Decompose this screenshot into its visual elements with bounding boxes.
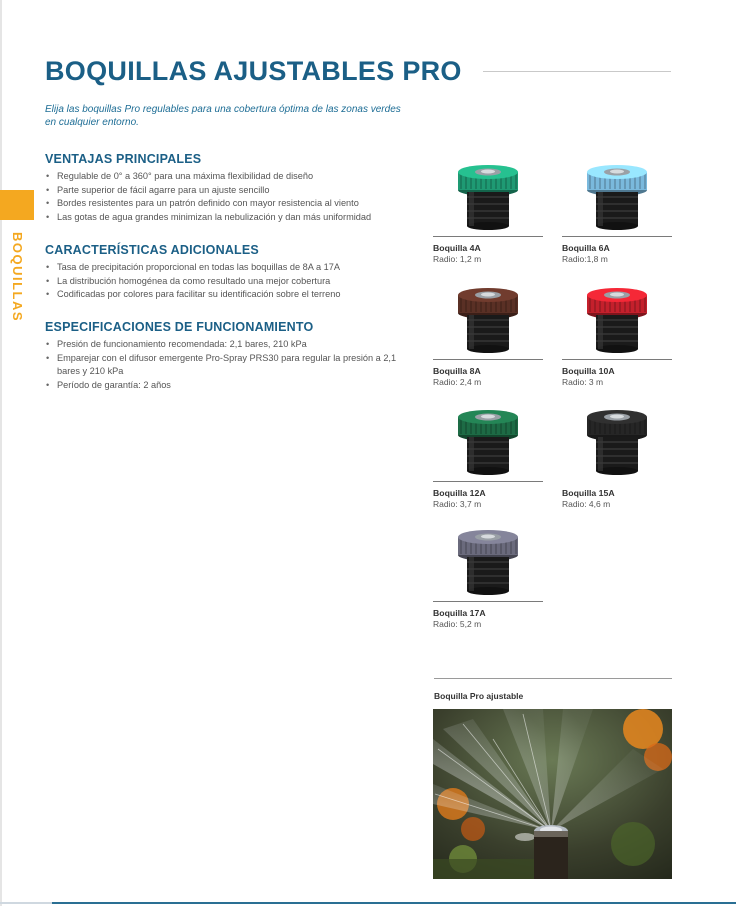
list-item: • Tasa de precipitación proporcional en todas las boquillas de 8A a 17A	[45, 261, 415, 275]
nozzle-radius: Radio: 3 m	[562, 377, 604, 387]
nozzle-card-15a	[562, 403, 672, 509]
nozzle-name: Boquilla 10A	[562, 366, 615, 376]
section-heading: CARACTERÍSTICAS ADICIONALES	[45, 243, 259, 257]
nozzle-name: Boquilla 6A	[562, 243, 610, 253]
sprinkler-photo	[433, 709, 672, 879]
page-title: BOQUILLAS AJUSTABLES PRO	[45, 56, 462, 86]
nozzle-radius: Radio:1,8 m	[562, 254, 608, 264]
list-item: • Bordes resistentes para un patrón definido con mayor resistencia al viento	[45, 197, 415, 211]
nozzle-card-8a	[433, 281, 543, 387]
photo-divider	[434, 678, 672, 679]
nozzle-card-12a	[433, 403, 543, 509]
section-especificaciones	[45, 320, 405, 392]
nozzle-name: Boquilla 4A	[433, 243, 481, 253]
nozzle-8a-image	[433, 281, 543, 357]
page-subtitle: Elija las boquillas Pro regulables para una cobertura óptima de las zonas verdes en cualquier entorno.	[45, 104, 401, 128]
photo-caption: Boquilla Pro ajustable	[434, 691, 524, 701]
section-caracteristicas	[45, 243, 415, 302]
nozzle-radius: Radio: 4,6 m	[562, 499, 611, 509]
list-item: • Parte superior de fácil agarre para un ajuste sencillo	[45, 184, 415, 198]
nozzle-name: Boquilla 12A	[433, 488, 486, 498]
nozzle-name: Boquilla 17A	[433, 608, 486, 618]
page-bottom-rule	[0, 902, 736, 904]
nozzle-name: Boquilla 8A	[433, 366, 481, 376]
nozzle-radius: Radio: 5,2 m	[433, 619, 482, 629]
nozzle-card-4a	[433, 158, 543, 264]
nozzle-radius: Radio: 2,4 m	[433, 377, 482, 387]
list-item: • Regulable de 0° a 360° para una máxima flexibilidad de diseño	[45, 170, 415, 184]
section-heading: VENTAJAS PRINCIPALES	[45, 152, 202, 166]
nozzle-card-10a	[562, 281, 672, 387]
section-heading: ESPECIFICACIONES DE FUNCIONAMIENTO	[45, 320, 314, 334]
list-item: • Codificadas por colores para facilitar su identificación sobre el terreno	[45, 288, 415, 302]
nozzle-card-6a	[562, 158, 672, 264]
title-divider	[483, 71, 671, 72]
nozzle-name: Boquilla 15A	[562, 488, 615, 498]
nozzle-6a-image	[562, 158, 672, 234]
list-item: • La distribución homogénea da como resultado una mejor cobertura	[45, 275, 415, 289]
nozzle-radius: Radio: 1,2 m	[433, 254, 482, 264]
sprinkler-spray-image	[433, 709, 672, 879]
page-left-edge	[0, 0, 2, 906]
list-item: • Las gotas de agua grandes minimizan la nebulización y dan más uniformidad	[45, 211, 415, 225]
side-tab-marker	[0, 190, 34, 220]
nozzle-10a-image	[562, 281, 672, 357]
nozzle-radius: Radio: 3,7 m	[433, 499, 482, 509]
nozzle-17a-image	[433, 523, 543, 599]
list-item: • Período de garantía: 2 años	[45, 379, 405, 393]
list-item: • Emparejar con el difusor emergente Pro-Spray PRS30 para regular la presión a 2,1 bares y 210 kPa	[45, 352, 405, 379]
nozzle-4a-image	[433, 158, 543, 234]
list-item: • Presión de funcionamiento recomendada: 2,1 bares, 210 kPa	[45, 338, 405, 352]
nozzle-12a-image	[433, 403, 543, 479]
nozzle-15a-image	[562, 403, 672, 479]
section-ventajas	[45, 152, 415, 224]
side-label: BOQUILLAS	[10, 232, 25, 323]
nozzle-card-17a	[433, 523, 543, 629]
